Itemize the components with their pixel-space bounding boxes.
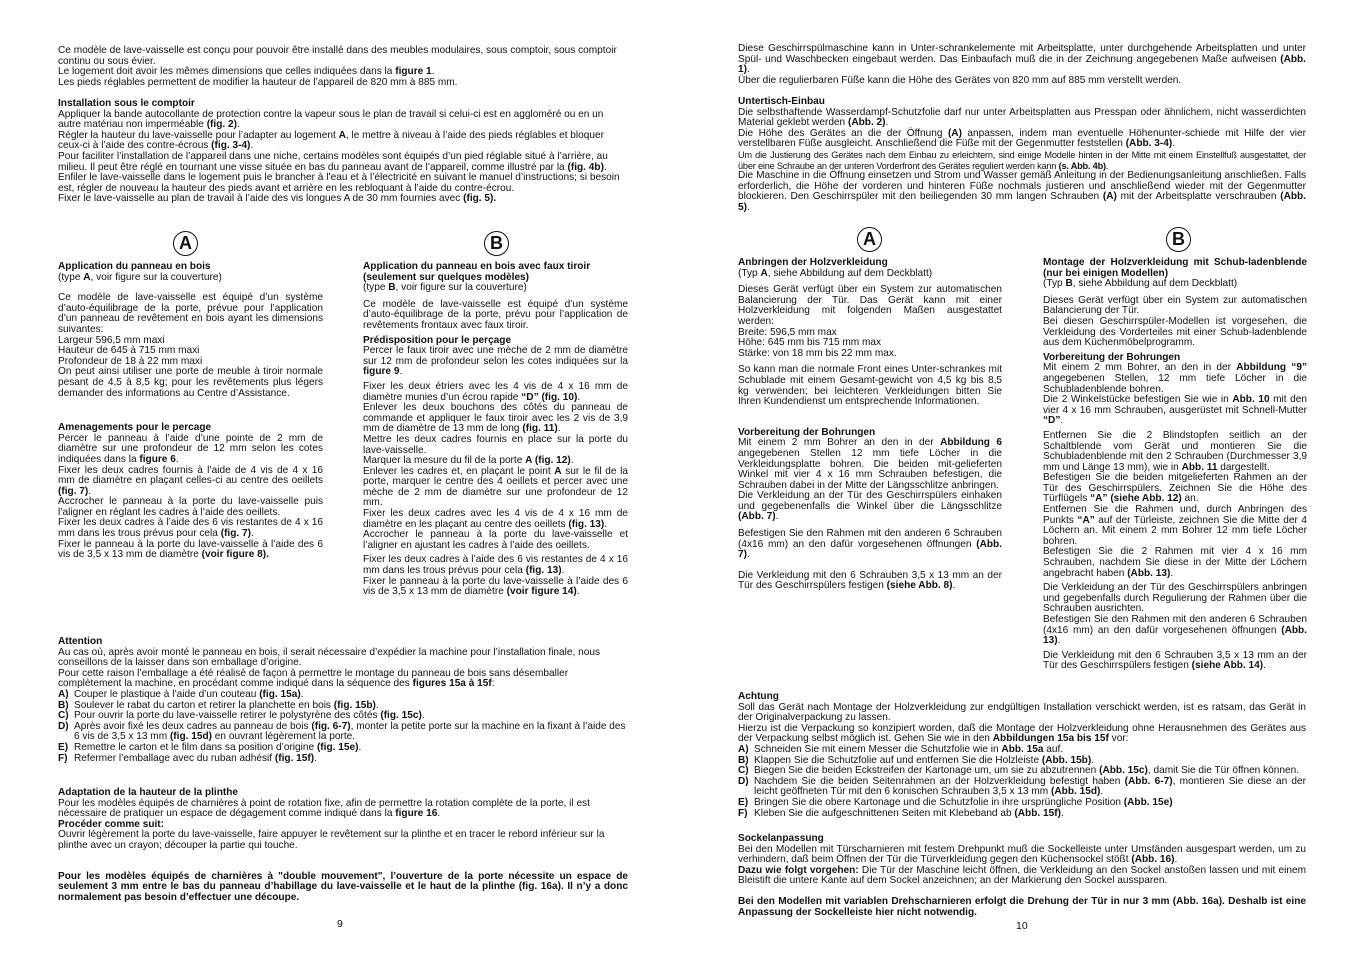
col-para: Die Verkleidung mit den 6 Schrauben 3,5 x 13 mm an der Tür des Geschirrspülers festigen (siehe Abb. 8). (738, 569, 1002, 592)
list-item (738, 777, 1306, 798)
col-a-de (738, 258, 1002, 592)
col-para: Fixer les deux cadres avec les 4 vis de 4 x 16 mm de diamètre en les plaçant au centre des oeillets (fig. 13). (363, 508, 628, 530)
plinth-section (58, 788, 628, 903)
intro-para: Über die regulierbaren Füße kann die Höhe des Gerätes von 820 mm auf 885 mm verstellt werden. (738, 74, 1182, 86)
list-item-text: Nachdem Sie die beiden Seitenrahmen an der Holzverkleidung befestigt haben (Abb. 6-7), montieren Sie diese an der leicht geöffneten Tür mit den 6 konischen Schrauben 3,5 x 13 mm (Abb. 15d). (754, 775, 1307, 798)
list-item-key: D) (738, 775, 749, 787)
install-para: Appliquer la bande autocollante de protection contre la vapeur sous le plan de travail si celui-ci est en aggloméré ou en un autre matériau non imperméable (fig. 2). (58, 108, 604, 131)
list-item-key: F) (738, 807, 748, 819)
col-para: Befestigen Sie die beiden mitgelieferten Rahmen an der Tür des Geschirrspülers. Zeichnen Sie die Höhe des Türflügels “A” (siehe Abb. 12) an. (1043, 472, 1307, 505)
list-item-key: D) (58, 720, 69, 732)
col-para: Accrocher le panneau à la porte du lave-vaisselle et l’aligner en ajustant les cadres à l’aide des oeillets. (363, 529, 628, 551)
dim-line: Stärke: von 18 mm bis 22 mm max. (738, 347, 897, 359)
col-para: Dieses Gerät verfügt über ein System zur automatischen Balancierung der Tür. (1043, 294, 1307, 317)
section-heading: Untertisch-Einbau (738, 96, 825, 107)
list-item (58, 743, 628, 754)
list-item (58, 754, 628, 765)
col-para: Befestigen Sie den Rahmen mit den anderen 6 Schrauben (4x16 mm) an den dafür vorgesehenen öffnungen (Abb. 7). (738, 528, 1002, 561)
install-para: Pour faciliter l’installation de l’appareil dans une niche, certains modèles sont équipés d’un pied réglable situé à l’arrière, au milieu. Il peut être réglé en tournant une visse située en bas du panneau avant de l’appareil, comme illustré par la (fig. 4b). (58, 150, 608, 173)
list-item-key: C) (58, 710, 69, 722)
list-item-key: B) (738, 754, 749, 766)
col-a-fr (58, 262, 323, 561)
attention-section (58, 637, 628, 764)
col-b-fr (363, 262, 628, 598)
col-para: Marquer la mesure du fil de la porte A (fig. 12). (363, 455, 574, 467)
install-para: Enfiler le lave-vaisselle dans le logement puis le brancher à l’eau et à l’électricité en suivant le manuel d’instructions; si besoin est, régler de nouveau la hauteur des pieds avant et arrière en les rebloquant à l’aide du contre-écrou. (58, 172, 620, 194)
col-para: Entfernen Sie die Rahmen und, durch Anbringen des Punkts “A” auf der Türleiste, zeichnen Sie die Mitte der 4 Löchern an. Mit einem 2 mm Bohrer 12 mm tiefe Löcher bohren. (1043, 504, 1307, 547)
intro-section (58, 46, 628, 88)
col-para: Fixer les deux cadres à l’aide des 6 vis restantes de 4 x 16 mm dans les trous prévus pour cela (fig. 13). (363, 554, 628, 577)
install-para: Die selbsthaftende Wasserdampf-Schutzfolie darf nur unter Arbeitsplatten aus Presspan oder ähnlichem, nicht wasserdichten Material geklebt werden (Abb. 2). (738, 106, 1306, 129)
col-para: Die Verkleidung an der Tür des Geschirrspülers anbringen und gegebenfalls durch Regulierung der Rahmen über die Schrauben ausrichten. (1043, 582, 1307, 615)
col-sub: (type A, voir figure sur la couverture) (58, 271, 222, 283)
list-item (738, 809, 1306, 820)
attention-list (58, 690, 628, 764)
col-para: Befestigen Sie die 2 Rahmen mit vier 4 x 16 mm Schrauben, nachdem Sie diese in der Mitte der Löchern angebracht haben (Abb. 13). (1043, 546, 1307, 579)
plinth-section (738, 834, 1306, 918)
intro-para: Les pieds réglables permettent de modifier la hauteur de l’appareil de 820 mm à 885 mm. (58, 76, 458, 88)
dim-line: Largeur 596,5 mm maxi (58, 334, 165, 346)
col-heading: Montage der Holzverkleidung mit Schub-ladenblende (nur bei einigen Modellen) (1043, 257, 1307, 279)
step-para: Fixer le panneau à la porte du lave-vaisselle à l’aide des 6 vis de 3,5 x 13 mm de diamètre (voir figure 8). (58, 538, 323, 561)
page-number: 10 (1016, 920, 1028, 932)
step-para: Fixer les deux cadres fournis à l’aide de 4 vis de 4 x 16 mm de diamètre en plaçant celles-ci au centre des oeillets (fig. 7). (58, 464, 323, 497)
col-b-de (1043, 258, 1307, 672)
attention-para: Pour cette raison l’emballage a été réalisé de façon à permettre le montage du panneau de bois sans désemballer complètement la machine, en procédant comme indiqué dans la séquence des figures 15a à 15f: (58, 667, 569, 690)
intro-para: Le logement doit avoir les mêmes dimensions que celles indiquées dans la figure 1. (58, 66, 435, 78)
install-para: Um die Justierung des Gerätes nach dem Einbau zu erleichtern, sind einige Modelle hinten in der Mitte mit einem Einstellfuß ausgestattet, der über eine Schraube an der unteren Vorderfront des Gerätes reguliert werden kann (s. Abb. 4b). (738, 149, 1306, 171)
attention-para: Au cas où, après avoir monté le panneau en bois, il serait nécessaire d’expédier la machine pour l’installation finale, nous conseillons de la laisser dans son emballage d’origine. (58, 646, 601, 669)
col-para: Mit einem 2 mm Bohrer, an den in der Abbildung “9” angegebenen Stellen, 12 mm tiefe Löcher in die Schubladenblende bohren. (1043, 362, 1307, 395)
col-para: Enlever les deux bouchons des côtés du panneau de commande et appliquer le faux tiroir avec les 2 vis de 3,9 mm de diamètre de 13 mm de long (fig. 11). (363, 402, 628, 435)
list-item (738, 745, 1306, 756)
intro-para: Ce modèle de lave-vaisselle est conçu pour pouvoir être installé dans des meubles modulaires, sous comptoir, sous comptoir continu ou sous évier. (58, 45, 617, 67)
col-sub: (type B, voir figure sur la couverture) (363, 282, 527, 294)
dim-line: Hauteur de 645 à 715 mm maxi (58, 345, 200, 357)
list-item-text: Biegen Sie die beiden Eckstreifen der Kartonage um, um sie zu abzutrennen (Abb. 15c), damit Sie die Tür öffnen können. (754, 765, 1300, 777)
col-para: Enlever les cadres et, en plaçant le point A sur le fil de la porte, marquer le centre des 4 oeillets et percer avec une mèche de 2 mm de diamètre sur une profondeur de 12 mm. (363, 465, 628, 509)
list-item-key: B) (58, 699, 69, 711)
col-para: Befestigen Sie den Rahmen mit den anderen 6 Schrauben (4x16 mm) an den dafür vorgesehenen öffnungen (Abb. 13). (1043, 614, 1307, 647)
col-heading: Anbringen der Holzverkleidung (738, 257, 888, 268)
install-para: Fixer le lave-vaisselle au plan de travail à l’aide des vis longues A de 30 mm fournies avec (fig. 5). (58, 193, 497, 205)
col-para: Percer le faux tiroir avec une mèche de 2 mm de diamètre sur 12 mm de profondeur selon les cotes indiquées sur la figure 9. (363, 345, 628, 378)
col-heading: Vorbereitung der Bohrungen (1043, 351, 1181, 363)
page-10 (676, 0, 1351, 954)
list-item-text: Après avoir fixé les deux cadres au panneau de bois (fig. 6-7), monter la petite porte sur la machine en la fixant à l’aide des 6 vis de 3,5 x 13 mm (fig. 15d) en ouvrant légèrement la porte. (74, 720, 626, 743)
plinth-para: Bei den Modellen mit Türscharnieren mit festem Drehpunkt muß die Sockelleiste unter Umständen ausgespart werden, um zu verhindern, daß beim Öffnen der Tür die Türverkleidung gegen den Küchensockel stößt (Abb. 16). (738, 843, 1306, 866)
attention-section (738, 692, 1306, 819)
section-heading: Sockelanpassung (738, 833, 824, 844)
col-para: Dieses Gerät verfügt über ein System zur automatischen Balancierung der Tür. Das Gerät kann mit einer Holzverkleidung mit folgenden Maßen ausgestattet werden: (738, 284, 1002, 327)
list-item-text: Soulever le rabat du carton et retirer la planchette en bois (fig. 15b). (74, 699, 379, 711)
section-heading: Installation sous le comptoir (58, 98, 195, 109)
attention-para: Soll das Gerät nach Montage der Holzverkleidung zur endgültigen Installation verschickt werden, ist es ratsam, das Gerät in der Originalverpackung zu lassen. (738, 701, 1306, 724)
list-item-text: Schneiden Sie mit einem Messer die Schutzfolie wie in Abb. 15a auf. (754, 743, 1064, 755)
dim-line: Breite: 596,5 mm max (738, 326, 837, 338)
intro-para: Diese Geschirrspülmaschine kann in Unter-schrankelemente mit Arbeitsplatte, unter durchgehende Arbeitsplatten und unter Spül- und Waschbecken eingebaut werden. Das Einbaufach muß die in der Zeichnung angegebenen Maße aufweisen (Abb. 1). (738, 43, 1306, 76)
install-section (738, 97, 1306, 214)
list-item-text: Pour ouvrir la porte du lave-vaisselle retirer le polystyrène des côtés (fig. 15c). (74, 710, 425, 722)
list-item (58, 722, 628, 743)
type-a-badge: A (173, 231, 198, 256)
col-para: Die Verkleidung mit den 6 Schrauben 3,5 x 13 mm an der Tür des Geschirrspülers festigen (siehe Abb. 14). (1043, 649, 1307, 672)
install-para: Die Maschine in die Öffnung einsetzen und Strom und Wasser gemäß Anleitung in der Bedienungsanleitung anschließen. Falls erforderlich, die Höhe der vorderen und hinteren Füße nochmals justieren und anschließend wieder mit der Gegenmutter blockieren. Den Geschirrspüler mit den beiliegenden 30 mm langen Schrauben (A) mit der Arbeitsplatte verschrauben (Abb. 5). (738, 170, 1306, 213)
proc-para: Ouvrir légèrement la porte du lave-vaisselle, faire appuyer le revêtement sur la plinthe et en tracer le rebord inférieur sur la plinthe avec un crayon; découper la partie qui touche. (58, 829, 605, 851)
col-heading: Application du panneau en bois avec faux tiroir (seulement sur quelques modèles) (363, 261, 591, 283)
col-para: Ce modèle de lave-vaisselle est équipé d’un système d’auto-équilibrage de la porte, prévu pour l’application de revêtements frontaux avec faux tiroir. (363, 298, 628, 331)
section-heading: Attention (58, 636, 103, 647)
col-para: Ce modèle de lave-vaisselle est équipé d’un système d’auto-équilibrage de la porte, prévue pour l’application d’un panneau de revêtement en bois ayant les dimensions suivantes: (58, 292, 323, 335)
col-para: Entfernen Sie die 2 Blindstopfen seitlich an der Schaltblende vom Gerät und montieren Sie die Schubladenblende mit den 2 Schrauben (Durchmesser 3,9 mm und Länge 13 mm), wie in Abb. 11 dargestellt. (1043, 429, 1307, 473)
col-para: On peut ainsi utiliser une porte de meuble à tiroir normale pesant de 4,5 à 8,5 kg; pour les revêtements plus légers demander des informations au Centre d’Assistance. (58, 366, 323, 399)
install-para: Die Höhe des Gerätes an die der Öffnung (A) anpassen, indem man eventuelle Höhenunter-schiede mit Hilfe der vier verstellbaren Füße ausgleicht. Anschließend die Füße mit der Gegenmutter feststellen (Abb. 3-4). (738, 127, 1306, 150)
col-sub: (Typ A, siehe Abbildung auf dem Deckblatt) (738, 267, 933, 279)
type-b-badge: B (1166, 227, 1191, 252)
list-item-key: F) (58, 752, 68, 764)
type-b-badge: B (484, 231, 509, 256)
col-para: Die Verkleidung an der Tür des Geschirrspülers einhaken und gegebenenfalls die Winkel über die Längsschlitze (Abb. 7). (738, 490, 1002, 523)
step-para: Accrocher le panneau à la porte du lave-vaisselle puis l’aligner en réglant les cadres à l’aide des oeillets. (58, 496, 323, 518)
list-item-key: E) (58, 741, 69, 753)
dim-line: Profondeur de 18 à 22 mm maxi (58, 355, 203, 367)
list-item-text: Refermer l’emballage avec du ruban adhésif (fig. 15f). (74, 752, 317, 764)
col-heading: Prédisposition pour le perçage (363, 334, 512, 346)
proc-para: Dazu wie folgt vorgehen: Die Tür der Maschine leicht öffnen, die Verkleidung an den Sockel anstoßen lassen und mit einem Bleistift die untere Kante auf dem Sockel anzeichnen; an der Markierung den Sockel aussparen. (738, 864, 1306, 887)
col-heading: Vorbereitung der Bohrungen (738, 426, 876, 438)
step-para: Fixer les deux cadres à l’aide des 6 vis restantes de 4 x 16 mm dans les trous prévus pour cela (fig. 7). (58, 517, 323, 540)
list-item-text: Bringen Sie die obere Kartonage und die Schutzfolie in ihre ursprüngliche Position (Abb. 15e) (754, 796, 1173, 808)
col-heading: Application du panneau en bois (58, 261, 211, 272)
list-item-key: A) (58, 688, 69, 700)
attention-list (738, 745, 1306, 819)
col-para: So kann man die normale Front eines Unter-schrankes mit Schublade mit einem Gesamt-gewicht von 4,5 kg bis 8,5 kg verwenden; bei leichteren Verkleidungen bitten Sie Ihren Kundendienst um entsprechende Informationen. (738, 364, 1002, 408)
final-note: Pour les modèles équipés de charnières à "double mouvement", l’ouverture de la porte nécessite un espace de seulement 3 mm entre le bas du panneau d’habillage du lave-vaisselle et le haut de la plinthe (fig. 16a). Il n’y a donc normalement pas besoin d’effectuer une découpe. (58, 870, 628, 903)
col-heading: Amenagements pour le percage (58, 422, 212, 434)
col-para: Die 2 Winkelstücke befestigen Sie wie in Abb. 10 mit den vier 4 x 16 mm Schrauben, ausgerüstet mit Schnell-Mutter “D”. (1043, 394, 1307, 427)
intro-section (738, 44, 1306, 86)
type-a-badge: A (857, 227, 882, 252)
section-heading: Adaptation de la hauteur de la plinthe (58, 787, 239, 798)
col-para: Fixer le panneau à la porte du lave-vaisselle à l’aide des 6 vis de 3,5 x 13 mm de diamètre (voir figure 14). (363, 575, 628, 598)
attention-para: Hierzu ist die Verpackung so konzipiert worden, daß die Montage der Holzverkleidung ohne Herausnehmen des Gerätes aus der Verpackung selbst möglich ist. Gehen Sie wie in den Abbildungen 15a bis 15f vor: (738, 722, 1306, 745)
list-item-text: Couper le plastique à l’aide d’un couteau (fig. 15a). (74, 688, 304, 700)
section-heading: Procéder comme suit: (58, 818, 165, 830)
install-section (58, 99, 628, 205)
dim-line: Höhe: 645 mm bis 715 mm max (738, 337, 882, 349)
step-para: Percer le panneau à l’aide d’une pointe de 2 mm de diamètre sur une profondeur de 12 mm selon les cotes indiquées dans la figure 6. (58, 432, 323, 465)
col-para: Mit einem 2 mm Bohrer an den in der Abbildung 6 angegebenen Stellen 12 mm tiefe Löcher in die Verkleidungsplatte bohren. Die beiden mit-gelieferten Winkel mit vier 4 x 16 mm Schrauben befestigen, die Schrauben dabei in der Mitte der Längsschlitze anbringen. (738, 437, 1002, 491)
list-item-key: C) (738, 765, 749, 777)
section-heading: Achtung (738, 691, 779, 702)
install-para: Régler la hauteur du lave-vaisselle pour l’adapter au logement A, le mettre à niveau à l’aide des pieds réglables et bloquer ceux-ci à l’aide des contre-écrous (fig. 3-4). (58, 129, 604, 152)
list-item-key: A) (738, 743, 749, 755)
col-sub: (Typ B, siehe Abbildung auf dem Deckblatt) (1043, 278, 1238, 290)
list-item-text: Klappen Sie die Schutzfolie auf und entfernen Sie die Holzleiste (Abb. 15b). (754, 754, 1095, 766)
page-number: 9 (337, 918, 343, 930)
col-para: Fixer les deux étriers avec les 4 vis de 4 x 16 mm de diamètre munies d’un écrou rapide “D” (fig. 10). (363, 380, 628, 403)
col-para: Bei diesen Geschirrspüler-Modellen ist vorgesehen, die Verkleidung des Vorderteiles mit einer Schub-ladenblende aus dem Küchenmöbelprogramm. (1043, 315, 1307, 349)
list-item-text: Remettre le carton et le film dans sa position d’origine (fig. 15e). (74, 741, 362, 753)
list-item-key: E) (738, 796, 749, 808)
final-note: Bei den Modellen mit variablen Drehscharnieren erfolgt die Drehung der Tür in nur 3 mm (Abb. 16a). Deshalb ist eine Anpassung der Sockelleiste hier nicht notwendig. (738, 895, 1306, 918)
list-item-text: Kleben Sie die aufgeschnittenen Seiten mit Klebeband ab (Abb. 15f). (754, 807, 1064, 819)
col-para: Mettre les deux cadres fournis en place sur la porte du lave-vaisselle. (363, 433, 628, 456)
plinth-para: Pour les modèles équipés de charnières à point de rotation fixe, afin de permettre la rotation complète de la porte, il est nécessaire de pratiquer un espace de dégagement comme indiqué dans la figure 16. (58, 797, 590, 820)
